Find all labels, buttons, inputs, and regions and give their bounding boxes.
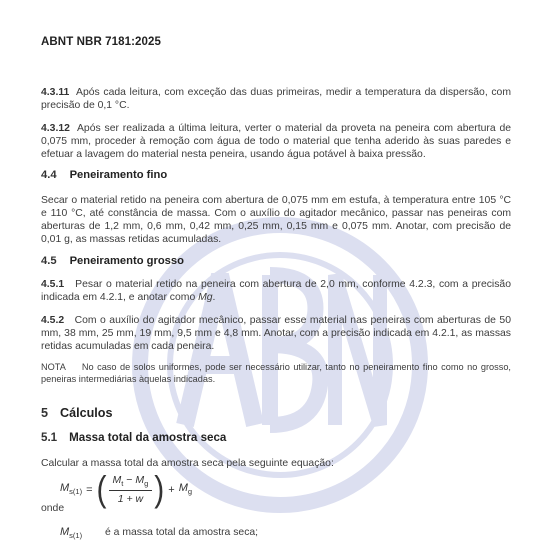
note-text: No caso de solos uniformes, pode ser necessário utilizar, tanto no peneiramento fino como no grosso, peneiras intermediárias àquelas indicadas. [41, 362, 511, 384]
note [41, 361, 511, 385]
section-number: 4.5 [41, 255, 57, 267]
section-number: 4.4 [41, 169, 57, 181]
clause-text: Pesar o material retido na peneira com abertura de 2,0 mm, conforme 4.2.3, com a precisão indicada em 4.2.1, e anotar como [41, 279, 511, 303]
equation-mass-total [60, 469, 193, 509]
section-title: Peneiramento fino [69, 169, 168, 181]
onde-label [41, 502, 511, 515]
equation-intro [41, 457, 511, 470]
section-title: Peneiramento grosso [69, 255, 184, 267]
section-heading-4-4 [41, 169, 511, 181]
note-label: NOTA [41, 362, 66, 372]
equation-lhs: $M_{s(1)}$ [60, 482, 83, 497]
intro-text: Calcular a massa total da amostra seca pela seguinte equação: [41, 458, 334, 469]
section-title: Cálculos [60, 406, 113, 420]
clause-text-end: . [212, 292, 216, 303]
clause-4-5-2 [41, 314, 511, 353]
clause-number: 4.3.11 [41, 87, 70, 98]
section-heading-5 [41, 406, 511, 420]
definition-description: é a massa total da amostra seca; [105, 527, 259, 538]
right-parenthesis: ) [154, 469, 165, 509]
clause-number: 4.3.12 [41, 123, 70, 134]
clause-4-4-body [41, 194, 511, 246]
clause-text: Após cada leitura, com exceção das duas primeiras, medir a temperatura da dispersão, com precisão de 0,1 °C. [41, 87, 511, 111]
section-heading-5-1 [41, 431, 511, 444]
symbol-mg: Mg [198, 292, 213, 303]
clause-text: Com o auxílio do agitador mecânico, passar esse material nas peneiras com aberturas de 50 mm, 38 mm, 25 mm, 19 mm, 9,5 mm e 4,8 mm. Anotar, com a precisão indicada em 4.2.1, as massas retidas acumuladas em cada peneira. [41, 315, 511, 352]
section-heading-4-5 [41, 255, 511, 267]
plus-sign: + [168, 483, 175, 496]
section-number: 5.1 [41, 431, 58, 444]
section-number: 5 [41, 406, 49, 420]
fraction-numerator: $M_t - M_g$ [109, 474, 153, 491]
clause-text: Secar o material retido na peneira com abertura de 0,075 mm em estufa, à temperatura entre 105 °C e 110 °C, até constância de massa. Com o auxílio do agitador mecânico, passar nas peneiras com aberturas de 1,2 mm, 0,6 mm, 0,42 mm, 0,25 mm, 0,15 mm e 0,075 mm. Anotar, com precisão de 0,01 g, as massas retidas acumuladas. [41, 195, 511, 245]
document-header: ABNT NBR 7181:2025 [41, 36, 162, 48]
clause-4-3-12 [41, 122, 511, 161]
clause-4-3-11 [41, 86, 511, 112]
equals-sign: = [86, 483, 93, 496]
onde-text: onde [41, 503, 65, 514]
left-parenthesis: ( [96, 469, 107, 509]
definition-symbol: $M_{s(1)}$ [60, 526, 83, 541]
clause-4-5-1 [41, 278, 511, 304]
clause-text: Após ser realizada a última leitura, verter o material da proveta na peneira com abertura de 0,075 mm, proceder à remoção com água de todo o material que tenha aderido às suas paredes e efetuar a lavagem do material nesta peneira, usando água potável à baixa pressão. [41, 123, 512, 160]
equation-rhs: $M_g$ [178, 482, 193, 497]
fraction [109, 474, 153, 505]
clause-number: 4.5.2 [41, 315, 65, 326]
clause-number: 4.5.1 [41, 279, 65, 290]
section-title: Massa total da amostra seca [69, 431, 227, 444]
fraction-denominator: 1 + w [117, 493, 144, 506]
